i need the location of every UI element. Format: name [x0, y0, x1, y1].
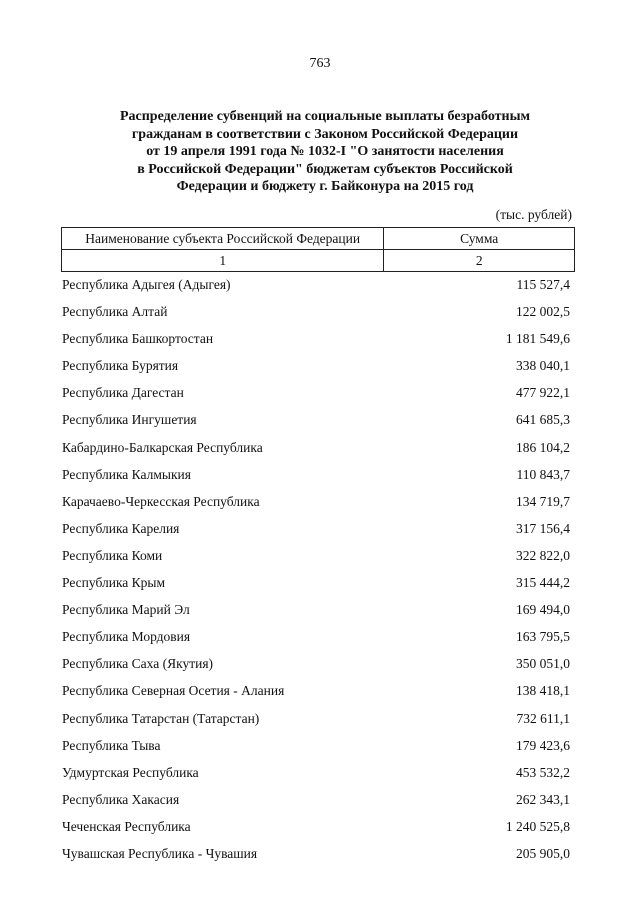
- region-name: Республика Ингушетия: [62, 412, 197, 428]
- table-row: [62, 466, 570, 493]
- title-line: в Российской Федерации" бюджетам субъектов Российской: [137, 161, 513, 177]
- table-row: [62, 601, 570, 628]
- page-number: 763: [309, 56, 331, 71]
- table-row: [62, 791, 570, 818]
- document-title: [90, 108, 560, 196]
- title-line: от 19 апреля 1991 года № 1032-I "О занятости населения: [146, 144, 504, 159]
- amount-value: 122 002,5: [516, 304, 570, 320]
- region-name: Республика Алтай: [62, 304, 168, 320]
- table-row: [62, 357, 570, 384]
- region-name: Республика Коми: [62, 547, 163, 563]
- table-row: [62, 818, 570, 845]
- amount-value: 163 795,5: [516, 629, 570, 645]
- amount-value: 641 685,3: [516, 412, 570, 428]
- region-name: Республика Саха (Якутия): [62, 656, 214, 672]
- region-name: Республика Татарстан (Татарстан): [62, 710, 260, 726]
- region-name: Республика Дагестан: [62, 385, 184, 401]
- region-name: Республика Адыгея (Адыгея): [62, 277, 231, 292]
- region-name: Республика Мордовия: [62, 629, 191, 645]
- table-row: [62, 330, 570, 357]
- amount-value: 138 418,1: [516, 683, 570, 699]
- region-name: Республика Марий Эл: [62, 602, 190, 618]
- table-row: [62, 845, 570, 872]
- table-row: [62, 710, 570, 737]
- region-name: Удмуртская Республика: [62, 764, 199, 780]
- table-row: [62, 384, 570, 411]
- table-row: [62, 574, 570, 601]
- region-name: Республика Калмыкия: [62, 466, 191, 482]
- amount-value: 186 104,2: [516, 439, 570, 455]
- region-name: Республика Тыва: [62, 737, 161, 753]
- amount-value: 453 532,2: [516, 764, 570, 780]
- units-note: (тыс. рублей): [495, 207, 572, 222]
- table-row: [62, 547, 570, 574]
- region-name: Кабардино-Балкарская Республика: [62, 439, 263, 455]
- amount-value: 1 181 549,6: [505, 331, 570, 347]
- table-header: [61, 227, 575, 272]
- amount-value: 322 822,0: [516, 547, 570, 563]
- column-header-amount: Сумма: [384, 228, 575, 250]
- table-row: [62, 493, 570, 520]
- table-row: [62, 411, 570, 438]
- amount-value: 317 156,4: [516, 520, 570, 536]
- region-name: Республика Хакасия: [62, 791, 180, 807]
- table-row: [62, 276, 570, 303]
- table-row: [62, 628, 570, 655]
- table-body: [62, 276, 570, 872]
- table-row: [62, 737, 570, 764]
- amount-value: 477 922,1: [516, 385, 570, 401]
- amount-value: 1 240 525,8: [505, 818, 570, 834]
- amount-value: 115 527,4: [516, 277, 570, 292]
- amount-value: 134 719,7: [516, 493, 570, 509]
- amount-value: 169 494,0: [516, 602, 570, 618]
- table-row: [62, 682, 570, 709]
- region-name: Чеченская Республика: [62, 818, 191, 834]
- amount-value: 315 444,2: [516, 575, 570, 591]
- region-name: Республика Башкортостан: [62, 331, 214, 347]
- amount-value: 350 051,0: [516, 656, 570, 672]
- amount-value: 732 611,1: [516, 710, 570, 726]
- region-name: Республика Бурятия: [62, 358, 179, 374]
- title-line: Распределение субвенций на социальные выплаты безработным: [119, 109, 531, 124]
- region-name: Республика Северная Осетия - Алания: [62, 683, 285, 699]
- table-row: [62, 520, 570, 547]
- amount-value: 179 423,6: [516, 737, 570, 753]
- table-row: [62, 655, 570, 682]
- region-name: Республика Карелия: [62, 520, 180, 536]
- table-row: [62, 439, 570, 466]
- table-row: [62, 303, 570, 330]
- amount-value: 110 843,7: [516, 466, 570, 482]
- region-name: Чувашская Республика - Чувашия: [62, 845, 258, 861]
- amount-value: 205 905,0: [516, 845, 570, 861]
- title-line: гражданам в соответствии с Законом Российской Федерации: [131, 126, 519, 142]
- column-number-2: 2: [384, 250, 575, 272]
- table-row: [62, 764, 570, 791]
- region-name: Карачаево-Черкесская Республика: [62, 493, 260, 509]
- amount-value: 338 040,1: [516, 358, 570, 374]
- column-header-name: Наименование субъекта Российской Федерации: [62, 228, 384, 250]
- region-name: Республика Крым: [62, 575, 166, 591]
- title-line: Федерации и бюджету г. Байконура на 2015 год: [176, 179, 474, 194]
- column-number-1: 1: [62, 250, 384, 272]
- amount-value: 262 343,1: [516, 791, 570, 807]
